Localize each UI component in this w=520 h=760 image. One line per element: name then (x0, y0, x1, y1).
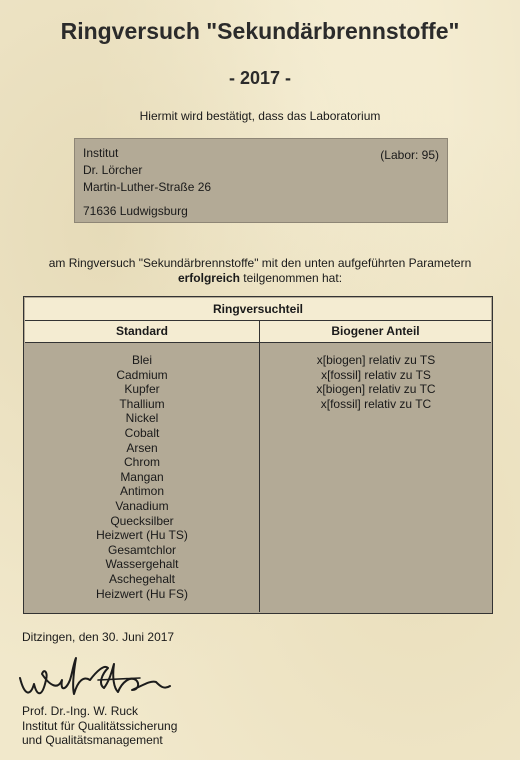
standard-parameter-list (26, 353, 258, 601)
list-item: Heizwert (Hu TS) (96, 528, 188, 543)
list-item: Antimon (119, 484, 165, 499)
signatory-name: Prof. Dr.-Ing. W. Ruck (22, 704, 139, 718)
address-line-name: Dr. Lörcher (83, 163, 143, 177)
column-header-standard: Standard (115, 324, 168, 338)
list-item: Heizwert (Hu FS) (95, 586, 188, 601)
list-item: Thallium (119, 396, 165, 411)
address-line-street: Martin-Luther-Straße 26 (83, 180, 212, 194)
participation-success: erfolgreich (177, 271, 240, 285)
list-item: Gesamtchlor (107, 542, 177, 557)
signature (14, 650, 174, 705)
signatory-block (22, 704, 177, 748)
signatory-institute-line1: Institut für Qualitätssicherung (22, 718, 178, 733)
list-item: Aschegehalt (108, 571, 176, 586)
list-item: x[biogen] relativ zu TS (316, 353, 436, 367)
list-item: x[biogen] relativ zu TC (316, 382, 436, 397)
list-item: Vanadium (115, 498, 169, 513)
column-header-biogener-anteil: Biogener Anteil (331, 324, 420, 338)
address-line-city: 71636 Ludwigsburg (83, 204, 188, 218)
list-item: Cobalt (124, 425, 160, 440)
participation-text (0, 256, 520, 286)
table-header-row (25, 321, 491, 343)
address-line-institute: Institut (83, 146, 119, 160)
list-item: x[fossil] relativ zu TC (320, 396, 432, 411)
place-and-date: Ditzingen, den 30. Juni 2017 (22, 630, 175, 644)
confirmation-text: Hiermit wird bestätigt, dass das Laboratorium (139, 109, 381, 123)
certificate-title: Ringversuch "Sekundärbrennstoffe" (60, 18, 460, 44)
list-item: Wassergehalt (105, 557, 179, 572)
list-item: Quecksilber (110, 513, 174, 528)
list-item: Kupfer (124, 382, 160, 397)
labor-number: (Labor: 95) (380, 148, 439, 162)
list-item: x[fossil] relativ zu TS (321, 367, 431, 382)
certificate-year: - 2017 - (228, 68, 292, 88)
biogener-anteil-list (261, 353, 491, 411)
column-divider (259, 321, 260, 612)
list-item: Arsen (126, 440, 158, 455)
list-item: Cadmium (116, 367, 168, 382)
table-title: Ringversuchteil (25, 298, 491, 321)
list-item: Mangan (120, 469, 164, 484)
list-item: Chrom (123, 455, 160, 470)
signatory-institute-line2: und Qualitätsmanagement (22, 733, 163, 747)
participation-line2: teilgenommen hat: (239, 271, 343, 285)
parameter-table (23, 296, 493, 614)
participation-line1: am Ringversuch "Sekundärbrennstoffe" mit den unten aufgeführten Parametern (48, 256, 472, 270)
list-item: Nickel (125, 411, 159, 426)
address-box (74, 138, 448, 223)
list-item: Blei (131, 353, 152, 367)
